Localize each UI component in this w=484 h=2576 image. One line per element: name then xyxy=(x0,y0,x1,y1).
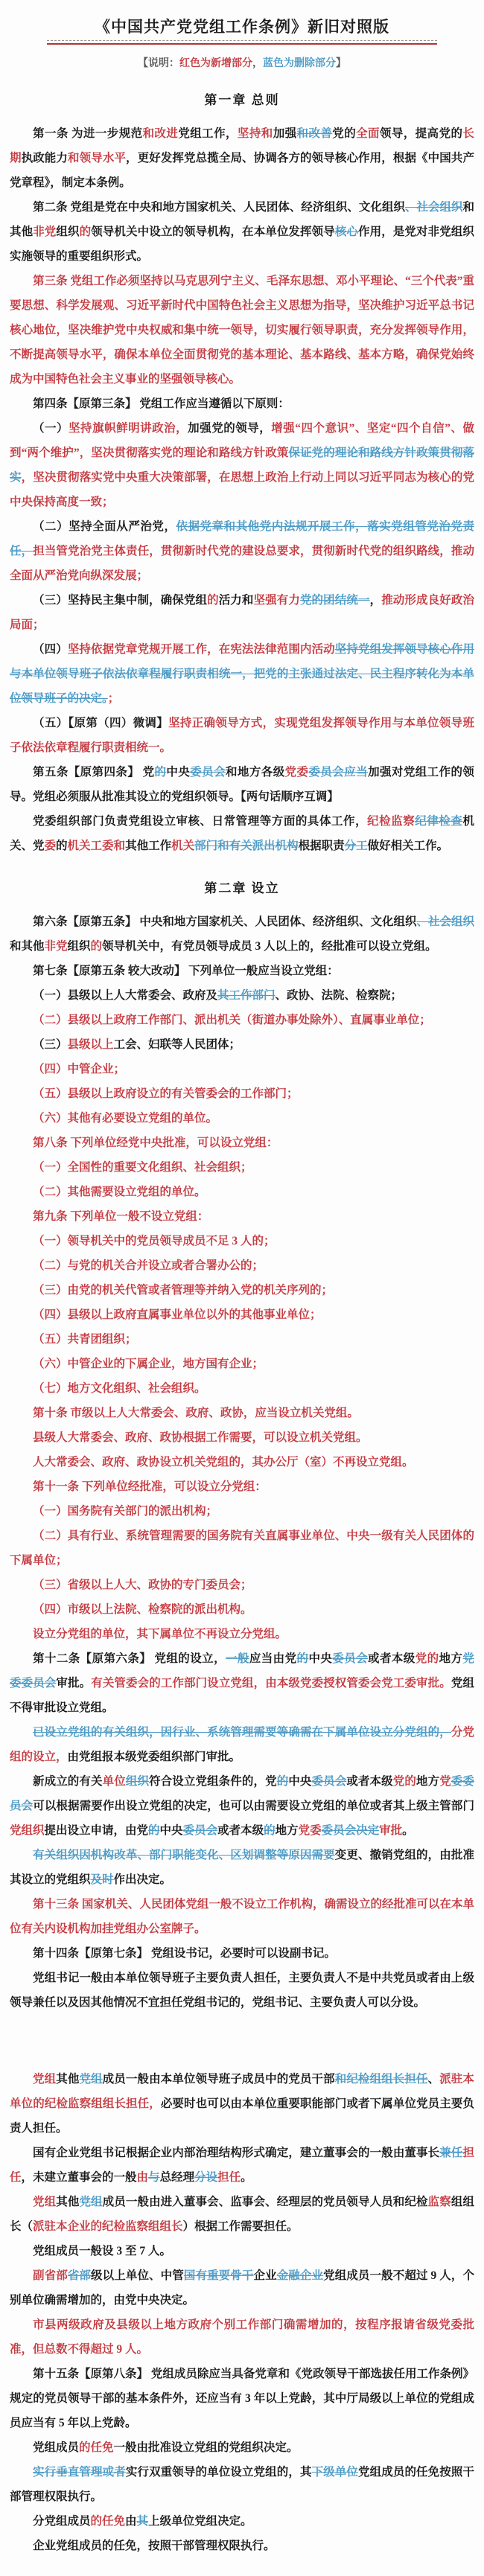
added-text: 县级人大常委会、政府、政协根据工作需要，可以设立机关党组。 xyxy=(33,1431,368,1444)
deleted-text: 下级单位 xyxy=(311,2466,359,2478)
body-text: ，未建立董事会的一般 xyxy=(21,2171,137,2184)
paragraph xyxy=(10,1597,474,1622)
body-text: 加强 xyxy=(273,127,297,140)
deleted-text: 兼任 xyxy=(439,2147,463,2159)
added-text: （七）地方文化组织、社会组织。 xyxy=(33,1382,206,1395)
deleted-text: 省部 xyxy=(67,2269,92,2282)
chapter-heading: 第二章 设立 xyxy=(204,881,280,895)
body-text: 一般由批准设立党组的党组织决定。 xyxy=(113,2441,299,2454)
added-text: 坚持旗帜鲜明讲政治， xyxy=(69,422,188,435)
body-text: （四） xyxy=(33,643,68,656)
body-text: （一） xyxy=(33,422,69,435)
added-text: 监察 xyxy=(427,2196,451,2208)
added-text: 第十三条 国家机关、人民团体党组一般不设立工作机构，确需设立的经批准可以在本单位有关内设机构加挂党组办公室牌子。 xyxy=(10,1898,474,1935)
title-underline-rule xyxy=(47,40,437,45)
added-text: 副省部 xyxy=(33,2269,68,2282)
body-text: 机关、党 xyxy=(10,815,474,852)
paragraph xyxy=(10,2460,474,2509)
legend-suffix: 】 xyxy=(336,58,346,69)
body-text: 党组成员一般设 3 至 7 人。 xyxy=(33,2245,172,2257)
body-text: 做好相关工作。 xyxy=(367,840,449,852)
body-text: （三） xyxy=(33,1038,68,1051)
deleted-text: 国有重要骨干 xyxy=(183,2269,254,2282)
deleted-text: 已设立党组的有关组织，因行业、系统管理需要等确需在下属单位设立分党组的， xyxy=(33,1726,451,1739)
paragraph xyxy=(10,1032,474,1057)
legend-deleted-label: 蓝色为删除部分 xyxy=(263,58,336,69)
body-text: 领导，提高党的 xyxy=(379,127,463,140)
added-text: （六）其他有必要设立党组的单位。 xyxy=(33,1112,218,1125)
added-text: 设立分党组的单位，其下属单位不再设立分党组。 xyxy=(33,1628,287,1640)
body-text: 党组成员一般不超过 9 人，个别单位确需增加的，由党中央决定。 xyxy=(10,2269,474,2307)
body-text: 组织 xyxy=(67,940,91,953)
paragraph xyxy=(10,711,474,760)
paragraph xyxy=(10,1204,474,1229)
added-text: （四）中管企业； xyxy=(33,1063,126,1076)
deleted-text: 坚持党组发挥领导核心作用与本单位领导班子依法依章程履行职责相统一，把党的主张通过法定、民主程序转化为本单位领导班子的决定。 xyxy=(10,643,474,705)
added-text: 党的 xyxy=(415,1652,439,1665)
paragraph xyxy=(10,1573,474,1597)
deleted-text: 及时 xyxy=(90,1873,114,1886)
body-text: 活力和 xyxy=(218,594,254,607)
paragraph xyxy=(10,1131,474,1155)
body-text: ， xyxy=(369,594,382,607)
body-text: 领导机关中设立的领导机构，在本单位发挥领导 xyxy=(91,226,335,238)
body-text: ）根据工作需要担任。 xyxy=(182,2220,299,2233)
paragraph xyxy=(10,1474,474,1499)
paragraph xyxy=(10,1622,474,1646)
added-text: 第九条 下列单位一般不设立党组： xyxy=(33,1210,209,1223)
deleted-text: 实行垂直管理或者 xyxy=(33,2466,126,2478)
added-text: 纪检监察 xyxy=(367,815,415,828)
body-text: 上级单位党组决定。 xyxy=(148,2515,252,2528)
body-text: 执政能力 xyxy=(21,152,69,164)
added-text: 党 xyxy=(439,1775,451,1788)
added-text: （五）共青团组织； xyxy=(33,1333,137,1346)
body-text: 实行双重领导的单位设立党组的，其 xyxy=(125,2466,312,2478)
blank-gap xyxy=(10,2015,474,2067)
deleted-text: 金融企业 xyxy=(276,2269,324,2282)
added-text: 有关管委会的工作部门设立党组，由本级党委授权管委会党工委审批。 xyxy=(91,1677,451,1690)
paragraph xyxy=(10,1646,474,1720)
doc-blocks xyxy=(10,89,474,2558)
body-text: 第十四条【原第七条】 党组设书记，必要时可以设副书记。 xyxy=(33,1947,336,1960)
added-text: ； xyxy=(107,692,120,705)
body-text: 地方 xyxy=(415,1775,440,1788)
paragraph xyxy=(10,1966,474,2015)
body-text: 由 xyxy=(125,2515,137,2528)
deleted-text: 党组 xyxy=(79,2073,103,2086)
deleted-text: 委员会 xyxy=(332,1652,369,1665)
added-text: （一）领导机关中的党员领导成员不足 3 人的； xyxy=(33,1235,276,1247)
body-text: 企业 xyxy=(253,2269,277,2282)
body-text: 第六条【原第五条】 中央和地方国家机关、人民团体、经济组织、文化组织 xyxy=(33,915,417,928)
legend-added-label: 红色为新增部分 xyxy=(179,58,252,69)
body-text: 第十二条【原第六条】 党组的设立， xyxy=(33,1652,226,1665)
body-text: 第七条【原第五条 较大改动】 下列单位一般应当设立党组： xyxy=(33,965,339,977)
legend-prefix: 【说明： xyxy=(138,58,179,69)
body-text: 工会、妇联等人民团体； xyxy=(113,1038,241,1051)
color-legend xyxy=(10,55,474,70)
body-text: （五）【原第（四）微调】 xyxy=(33,717,169,729)
deleted-text: 党委委员会 xyxy=(10,1652,474,1690)
added-text: 人大常委会、政府、政协设立机关党组的，其办公厅（室）不再设立党组。 xyxy=(33,1456,414,1468)
paragraph xyxy=(10,1425,474,1450)
body-text: 。 xyxy=(402,1824,414,1837)
added-text: 党组 xyxy=(33,2196,57,2208)
body-text: 或者本级 xyxy=(217,1824,264,1837)
added-text: （四）市级以上法院、检察院的派出机构。 xyxy=(33,1603,252,1616)
paragraph xyxy=(10,588,474,637)
deleted-text: 、社会组织 xyxy=(416,915,474,928)
added-text: 单位 xyxy=(102,1775,126,1788)
added-text: 审批 xyxy=(379,1824,403,1837)
body-text: 党组不得审批设立党组。 xyxy=(10,1677,474,1714)
body-text: 审批。 xyxy=(56,1677,92,1690)
added-text: 第十条 市级以上人大常委会、政府、政协，应当设立机关党组。 xyxy=(33,1407,359,1419)
added-text: 党的 xyxy=(392,1775,416,1788)
added-text: 委 xyxy=(44,840,57,852)
body-text: 党委组织部门负责党组设立审核、日常管理等方面的具体工作， xyxy=(33,815,368,828)
body-text: 、政协、法院、检察院； xyxy=(275,989,403,1002)
added-text: 长期 xyxy=(10,127,474,164)
paragraph xyxy=(10,983,474,1008)
deleted-text: 保证党的理论和路线方针政策贯彻落实 xyxy=(10,447,474,484)
paragraph xyxy=(10,1941,474,1966)
deleted-text: 的 xyxy=(154,766,167,779)
body-text: 中央 xyxy=(308,1652,333,1665)
body-text: 其他 xyxy=(56,2073,80,2086)
added-text: （二）其他需要设立党组的单位。 xyxy=(33,1186,206,1198)
deleted-text: 委员会 xyxy=(190,766,226,779)
added-text: 的 xyxy=(90,940,103,953)
paragraph xyxy=(10,1155,474,1180)
added-text: 党委 xyxy=(284,766,309,779)
paragraph xyxy=(10,1180,474,1204)
body-text: 由党组报本级党委组织部门审批。 xyxy=(67,1751,241,1763)
deleted-text: 组织 xyxy=(125,1775,150,1788)
added-text: （二）具有行业、系统管理需要的国务院有关直属事业单位、中央一级有关人民团体的下属单位； xyxy=(10,1530,474,1567)
paragraph xyxy=(10,1229,474,1253)
added-text: ，坚决贯彻落实党中央重大决策部署，在思想上政治上行动上同以习近平同志为核心的党中央保持高度一致； xyxy=(10,471,474,508)
added-text: 非党 xyxy=(44,940,68,953)
body-text: 地方 xyxy=(275,1824,299,1837)
added-text: 坚持依据党章党规开展工作，在宪法法律范围内活动 xyxy=(67,643,335,656)
body-text: 应当由党 xyxy=(249,1652,297,1665)
added-text: （三）省级以上人大、政协的专门委员会； xyxy=(33,1579,252,1591)
deleted-text: 与 xyxy=(148,2171,160,2184)
added-text: 机关 xyxy=(171,840,195,852)
paragraph xyxy=(10,514,474,588)
deleted-text: 的 xyxy=(148,1824,160,1837)
body-text: 第二条 党组是党在中央和地方国家机关、人民团体、经济组织、文化组织 xyxy=(33,201,405,214)
added-text: 坚持和 xyxy=(237,127,273,140)
deleted-text: 其工作部门 xyxy=(217,989,276,1002)
added-text: 的 xyxy=(207,594,219,607)
paragraph xyxy=(10,1892,474,1941)
deleted-text: 和改善 xyxy=(296,127,333,140)
paragraph xyxy=(10,416,474,514)
paragraph xyxy=(10,1376,474,1401)
body-text: 党的 xyxy=(332,127,357,140)
deleted-text: 一般 xyxy=(225,1652,249,1665)
added-text: 的任免 xyxy=(90,2515,126,2528)
added-text: 由 xyxy=(136,2171,149,2184)
deleted-text: 和纪检组组长担任 xyxy=(334,2073,428,2086)
body-text: 第四条【原第三条】 党组工作应当遵循以下原则： xyxy=(33,397,290,410)
deleted-text: 部门和有关派出机构 xyxy=(194,840,299,852)
paragraph xyxy=(10,2190,474,2239)
deleted-text: 分工 xyxy=(344,840,368,852)
body-text: 企业党组成员的任免，按照干部管理权限执行。 xyxy=(33,2540,276,2552)
added-text: 担当管党治党主体责任，贯彻新时代党的建设总要求，贯彻新时代党的组织路线，推动全面从严治党向纵深发展； xyxy=(10,545,474,582)
paragraph xyxy=(10,2141,474,2190)
deleted-text: 依据党章和其他党内法规开展工作，落实党组管党治党责任， xyxy=(10,520,474,557)
added-text: 非党 xyxy=(33,226,57,238)
paragraph xyxy=(10,1106,474,1131)
added-text: 推动形成良好政治局面； xyxy=(10,594,474,631)
added-text: 的 xyxy=(79,226,92,238)
body-text: 第十五条【原第八条】 党组成员除应当具备党章和《党政领导干部选拔任用工作条例》规定的党员领导干部的基本条件外，还应当有 3 年以上党龄，其中厅局级以上单位的党组成员应当有 5 年以上党龄。 xyxy=(10,2368,474,2429)
deleted-text: 委员会 xyxy=(182,1824,218,1837)
body-text: （三）坚持民主集中制，确保党组 xyxy=(33,594,208,607)
body-text: 加强党的领导， xyxy=(188,422,272,435)
added-text: 坚强有力 xyxy=(253,594,300,607)
body-text: 新成立的有关 xyxy=(33,1775,103,1788)
body-text: 第五条【原第四条】 党 xyxy=(33,766,155,779)
chapter-heading: 第一章 总则 xyxy=(204,93,280,107)
deleted-text: 的 xyxy=(264,1824,276,1837)
body-text: 、 xyxy=(427,2073,440,2086)
body-text: 分党组成员 xyxy=(33,2515,91,2528)
added-text: 机关工委和 xyxy=(67,840,126,852)
paragraph xyxy=(10,1057,474,1081)
added-text: 第十一条 下列单位经批准，可以设立分党组： xyxy=(33,1480,267,1493)
added-text: 党组 xyxy=(33,2073,57,2086)
deleted-text: 有关组织因机构改革、部门职能变化、区划调整等原因需要 xyxy=(33,1849,335,1861)
added-text: （一）全国性的重要文化组织、社会组织； xyxy=(33,1161,252,1174)
body-text: 或者本级 xyxy=(346,1775,393,1788)
added-text: （三）由党的机关代管或者管理等并纳入党的机关序列的； xyxy=(33,1284,334,1297)
body-text: 中央 xyxy=(166,766,191,779)
body-text: 领导机关中，有党员领导成员 3 人以上的，经批准可以设立党组。 xyxy=(102,940,437,953)
body-text: 地方 xyxy=(439,1652,463,1665)
body-text: 中央 xyxy=(159,1824,183,1837)
paragraph xyxy=(10,2435,474,2460)
body-text: 或者本级 xyxy=(368,1652,415,1665)
paragraph xyxy=(10,1720,474,1769)
body-text: 变更、撤销党组的，由批准其设立的党组织 xyxy=(10,1849,474,1886)
paragraph xyxy=(10,637,474,711)
added-text: 第八条 下列单位经党中央批准，可以设立党组： xyxy=(33,1137,278,1149)
deleted-text: 分设 xyxy=(194,2171,218,2184)
paragraph xyxy=(10,2067,474,2141)
body-text: 提出设立申请，由党 xyxy=(44,1824,149,1837)
deleted-text: 的 xyxy=(276,1775,289,1788)
body-text: 和地方各级 xyxy=(226,766,285,779)
body-text: 。 xyxy=(241,2171,252,2184)
paragraph xyxy=(10,1524,474,1573)
paragraph xyxy=(10,1352,474,1376)
body-text: 组织 xyxy=(56,226,80,238)
deleted-text: 、社会组织 xyxy=(404,201,463,214)
added-text: 全面 xyxy=(356,127,380,140)
body-text: 其他工作 xyxy=(125,840,172,852)
body-text: 成员一般由进入董事会、监事会、经理层的党员领导人员和纪检 xyxy=(102,2196,428,2208)
added-text: 党委 xyxy=(298,1824,322,1837)
paragraph xyxy=(10,1081,474,1106)
paragraph xyxy=(10,1253,474,1278)
added-text: 担任 xyxy=(10,2147,474,2184)
added-text: 的任免 xyxy=(79,2441,114,2454)
body-text: 党组成员的任免按照干部管理权限执行。 xyxy=(10,2466,474,2503)
paragraph xyxy=(10,959,474,983)
legend-separator: ， xyxy=(252,58,263,69)
paragraph xyxy=(10,809,474,858)
paragraph xyxy=(10,1450,474,1474)
deleted-text: 的 xyxy=(296,1652,309,1665)
body-text: 可以根据需要作出设立党组的决定，也可以由需要设立党组的单位或者其上级主管部门 xyxy=(33,1800,474,1812)
paragraph xyxy=(10,760,474,809)
deleted-text: 纪律检查 xyxy=(415,815,463,828)
deleted-text: 委员会决定 xyxy=(321,1824,380,1837)
added-text: 分党组的设立， xyxy=(10,1726,474,1763)
paragraph xyxy=(10,121,474,195)
added-text: 增强“四个意识”、坚定“四个自信”、做到“两个维护”，坚决贯彻落实党的理论和路线方针政策 xyxy=(10,422,474,459)
added-text: （一）国务院有关部门的派出机构； xyxy=(33,1505,218,1518)
body-text: （一）县级以上人大常委会、政府及 xyxy=(33,989,218,1002)
body-text: 中央 xyxy=(288,1775,312,1788)
body-text: 总经理 xyxy=(159,2171,195,2184)
added-text: （二）与党的机关合并设立或者合署办公的； xyxy=(33,1259,264,1272)
deleted-text: 党的团结统一 xyxy=(299,594,370,607)
paragraph xyxy=(10,910,474,959)
deleted-text: 委员会应当 xyxy=(308,766,369,779)
paragraph xyxy=(10,2509,474,2534)
paragraph xyxy=(10,1008,474,1032)
added-text: 党组织 xyxy=(10,1824,45,1837)
added-text: 担任 xyxy=(217,2171,241,2184)
paragraph xyxy=(10,391,474,416)
deleted-text: 核心 xyxy=(334,226,359,238)
deleted-text: 委委员会 xyxy=(10,1775,474,1812)
added-text: 派驻本单位的纪检监察组组长担任， xyxy=(10,2073,474,2110)
paragraph xyxy=(10,1843,474,1892)
body-text: 组组长（ xyxy=(10,2196,474,2233)
body-text: 和其他 xyxy=(10,940,45,953)
deleted-text: 委员会 xyxy=(311,1775,347,1788)
body-text: 成员一般由本单位领导班子成员中的党员干部 xyxy=(102,2073,335,2086)
paragraph xyxy=(10,2534,474,2558)
added-text: 和领导水平 xyxy=(68,152,127,164)
paragraph xyxy=(10,195,474,269)
added-text: 市县两级政府及县级以上地方政府个别工作部门确需增加的，按程序报请省级党委批准，但总数不得超过 9 人。 xyxy=(10,2318,474,2356)
paragraph xyxy=(10,2263,474,2313)
body-text: 根据职责 xyxy=(298,840,345,852)
added-text: 县级以上 xyxy=(67,1038,114,1051)
paragraph xyxy=(10,1769,474,1843)
paragraph xyxy=(10,1401,474,1425)
added-text: 派驻本企业的纪检监察组组长 xyxy=(33,2220,183,2233)
added-text: 坚持正确领导方式，实现党组发挥领导作用与本单位领导班子依法依章程履行职责相统一。 xyxy=(10,717,474,754)
body-text: 必要时也可以由本单位重要职能部门或者下属单位党员主要负责人担任。 xyxy=(10,2097,474,2135)
body-text: 作用，是党对非党组织实施领导的重要组织形式。 xyxy=(10,226,474,263)
paragraph xyxy=(10,2362,474,2435)
added-text: （六）中管企业的下属企业，地方国有企业； xyxy=(33,1358,264,1370)
page-title: 《中国共产党党组工作条例》新旧对照版 xyxy=(95,18,389,36)
body-text: ，更好发挥党总揽全局、协调各方的领导核心作用，根据《中国共产党章程》，制定本条例。 xyxy=(10,152,474,189)
paragraph xyxy=(10,2313,474,2362)
deleted-text: 其 xyxy=(136,2515,149,2528)
body-text: 加强对党组工作的领导。党组必须服从批准其设立的党组织领导。【两句话顺序互调】 xyxy=(10,766,474,803)
body-text: 作出决定。 xyxy=(113,1873,172,1886)
body-text: 党组书记一般由本单位领导班子主要负责人担任，主要负责人不是中共党员或者由上级领导兼任以及因其他情况不宜担任党组书记的，党组书记、主要负责人可以分设。 xyxy=(10,1972,474,2009)
body-text: （二）坚持全面从严治党， xyxy=(33,520,176,533)
body-text: 党组工作， xyxy=(178,127,238,140)
paragraph xyxy=(10,269,474,391)
paragraph xyxy=(10,1499,474,1524)
paragraph xyxy=(10,1278,474,1303)
body-text: 第一条 为进一步规范 xyxy=(33,127,143,140)
added-text: 第三条 党组工作必须坚持以马克思列宁主义、毛泽东思想、邓小平理论、“三个代表”重要思想、科学发展观、习近平新时代中国特色社会主义思想为指导，坚决维护习近平总书记核心地位，坚决维护党中央权威和集中统一领导，切实履行领导职责，充分发挥领导作用，不断提高领导水平，确保本单位全面贯彻党的基本理论、基本路线、基本方略，确保党始终成为中国特色社会主义事业的坚强领导核心。 xyxy=(10,275,474,386)
body-text: 符合设立党组条件的，党 xyxy=(149,1775,277,1788)
paragraph xyxy=(10,2239,474,2263)
body-text: 级以上单位、中管 xyxy=(91,2269,184,2282)
body-text: 党组成员 xyxy=(33,2441,80,2454)
deleted-text: 党组 xyxy=(79,2196,103,2208)
body-text: 的 xyxy=(56,840,68,852)
body-text: 和其他 xyxy=(10,201,474,238)
paragraph xyxy=(10,1303,474,1327)
added-text: （五）县级以上政府设立的有关管委会的工作部门； xyxy=(33,1087,299,1100)
body-text: 其他 xyxy=(56,2196,80,2208)
paragraph xyxy=(10,1327,474,1352)
body-text: 国有企业党组书记根据企业内部治理结构形式确定，建立董事会的一般由董事长 xyxy=(33,2147,440,2159)
added-text: （二）县级以上政府工作部门、派出机关（街道办事处除外）、直属事业单位； xyxy=(33,1014,431,1026)
added-text: （四）县级以上政府直属事业单位以外的其他事业单位； xyxy=(33,1308,322,1321)
added-text: 和改进 xyxy=(142,127,179,140)
